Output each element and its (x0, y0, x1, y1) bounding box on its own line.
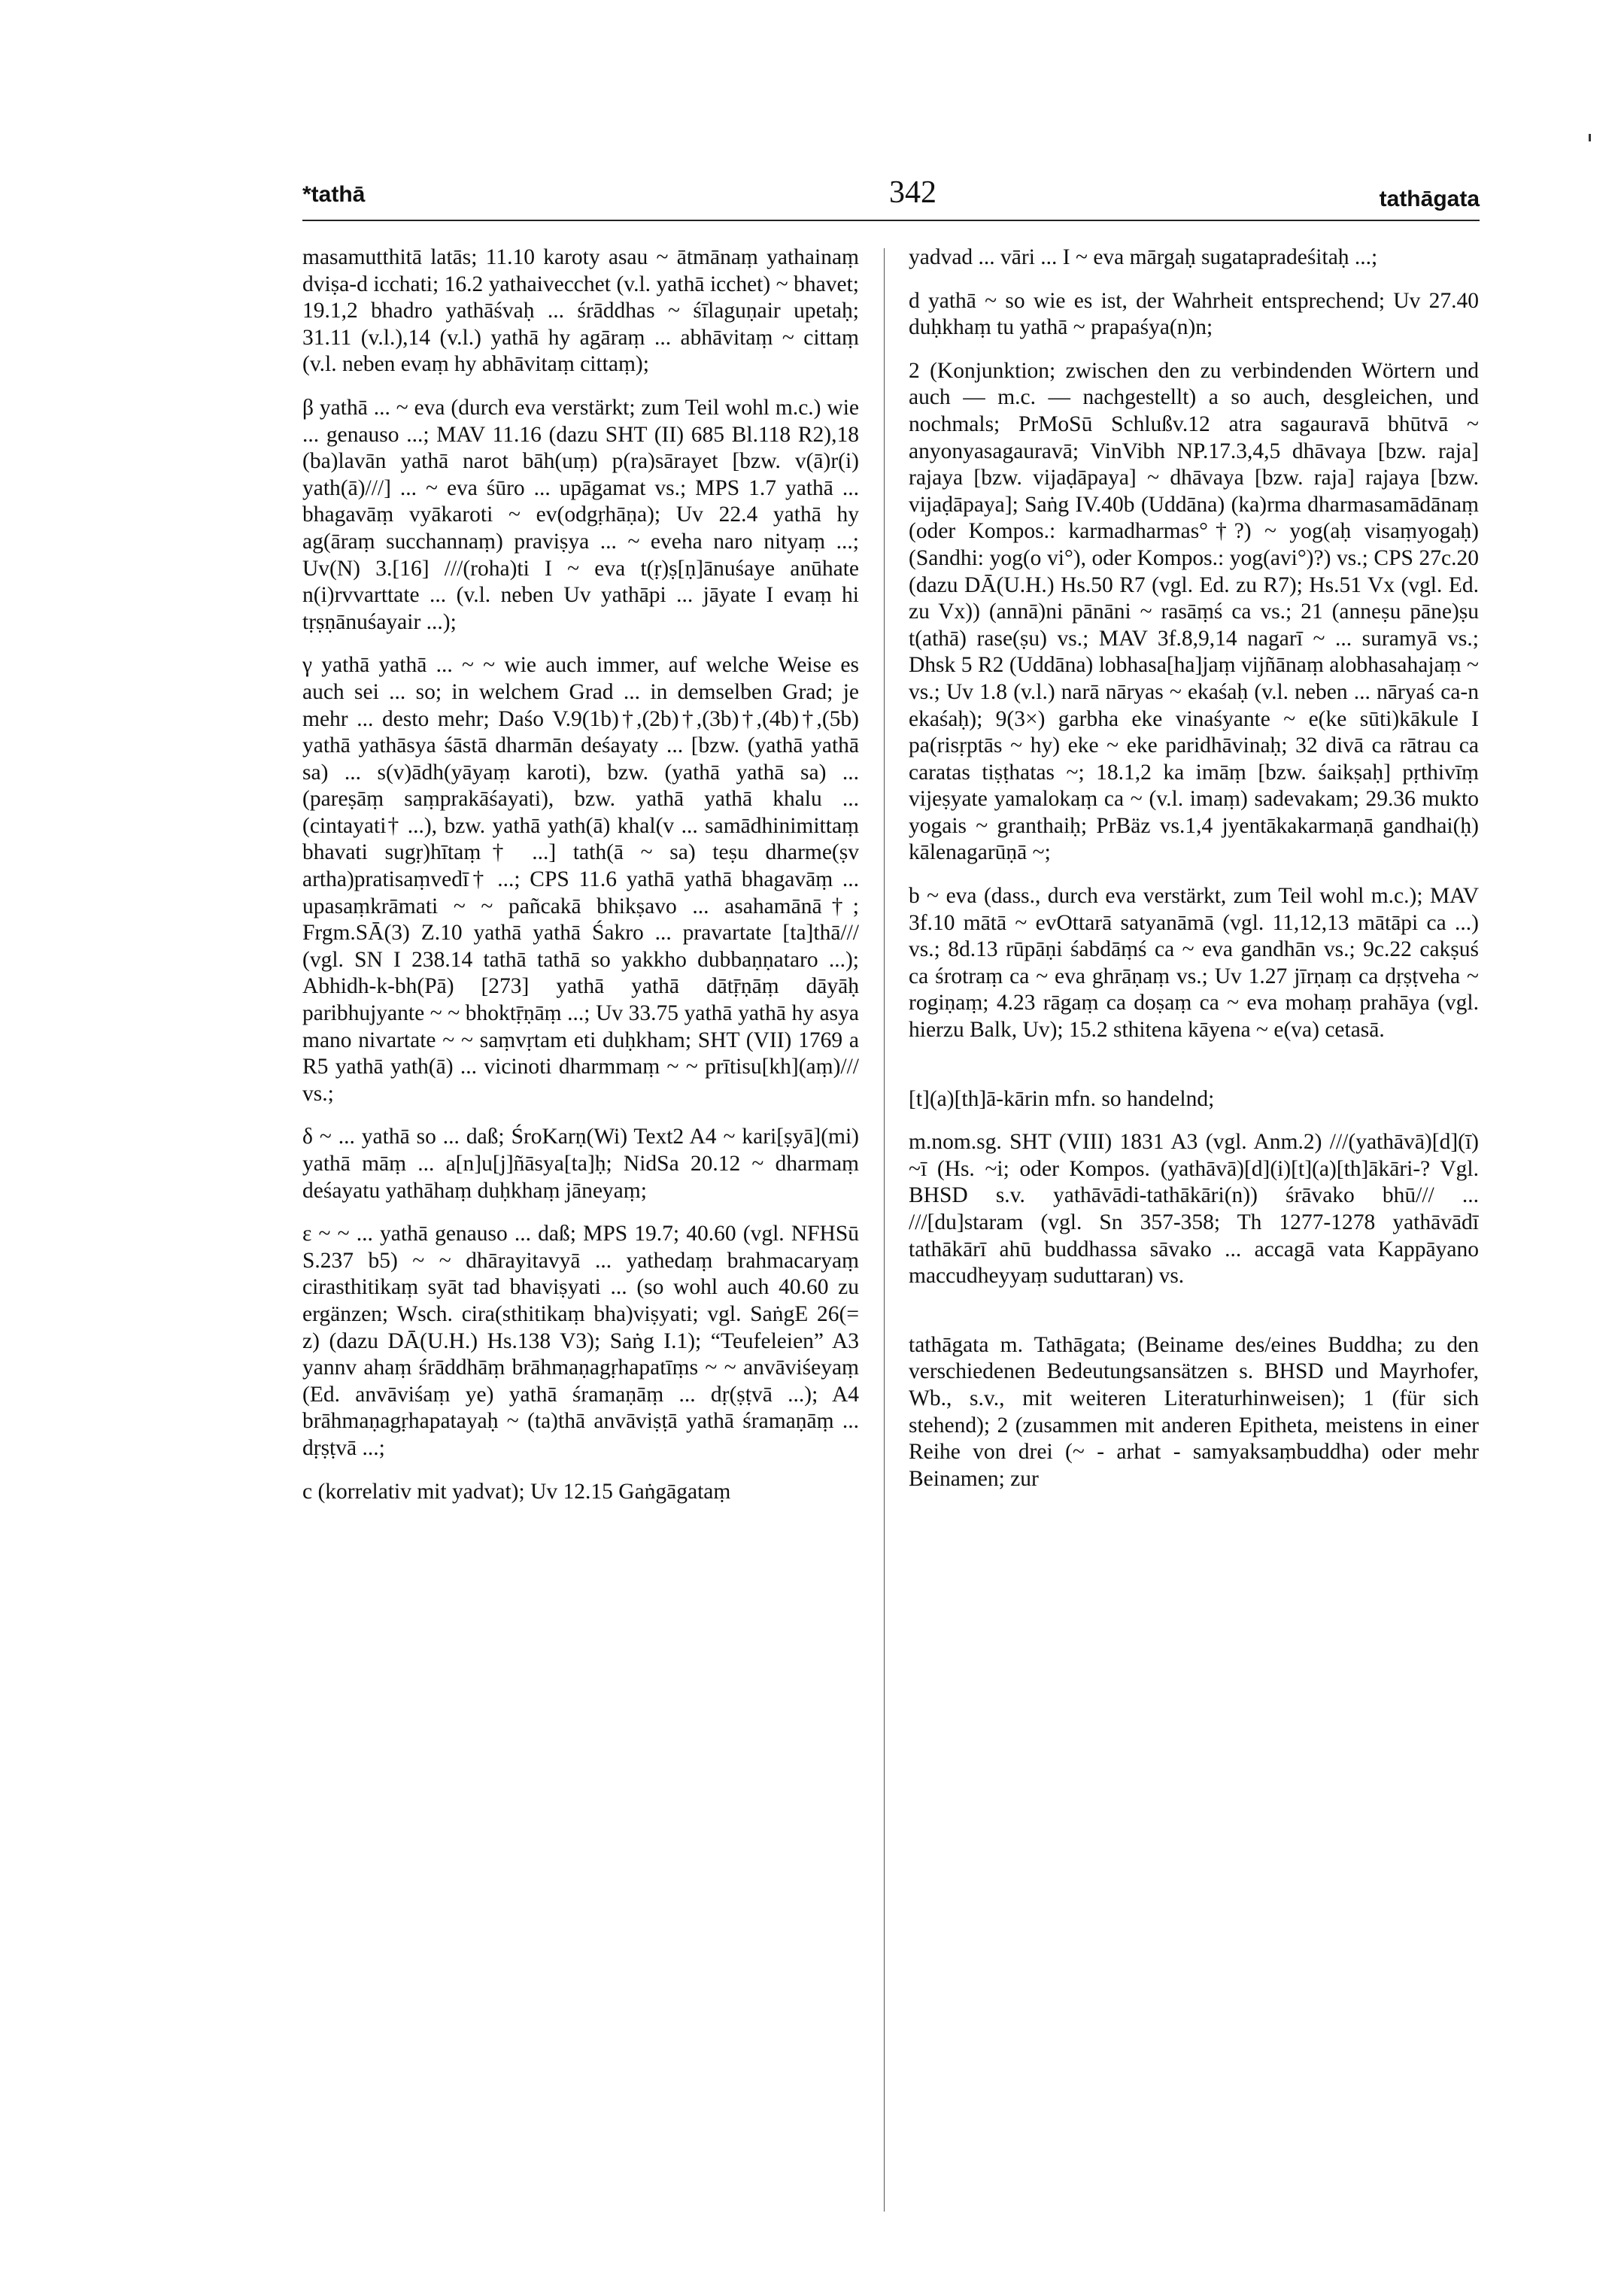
entry-paragraph: β yathā ... ~ eva (durch eva verstärkt; zum Teil wohl m.c.) wie ... genauso ...; MAV 11.16 (dazu SHT (II) 685 Bl.118 R2),18 (ba)lavān yathā narot bāh(uṃ) p(ra)sārayet [bzw. v(ā)r(i) yath(ā)///] ... ~ eva śūro ... upāgamat vs.; MPS 1.7 yathā ... bhagavāṃ vyākaroti ~ ev(odgṛhāṇa); Uv 22.4 yathā hy ag(āraṃ succhannaṃ) praviṣya ... ~ eveha naro nityaṃ ...; Uv(N) 3.[16] ///(roha)ti I ~ eva t(ṛ)ṣ[ṇ]ānuśaye anūhate n(i)rvvarttate ... (v.l. neben Uv yathāpi ... jāyate I evaṃ hi tṛṣṇānuśayair ...); (302, 395, 859, 634)
page-number: 342 (889, 175, 936, 210)
entry-paragraph: δ ~ ... yathā so ... daß; ŚroKarṇ(Wi) Text2 A4 ~ kari[ṣyā](mi) yathā māṃ ... a[n]u[j]ñāsya[ta]ḥ; NidSa 20.12 ~ dharmaṃ deśayatu yathāhaṃ duḥkhaṃ jāneyaṃ; (302, 1125, 859, 1203)
right-column (909, 244, 1479, 2215)
header-right-headword: tathāgata (1379, 187, 1480, 211)
entry-paragraph: d yathā ~ so wie es ist, der Wahrheit entsprechend; Uv 27.40 duḥkhaṃ tu yathā ~ prapaśya(n)n; (909, 288, 1479, 340)
running-header (302, 172, 1480, 217)
entry-paragraph: γ yathā yathā ... ~ ~ wie auch immer, auf welche Weise es auch sei ... so; in welchem Grad ... in demselben Grad; je mehr ... desto mehr; Daśo V.9(1b)†,(2b)†,(3b)†,(4b)†,(5b) yathā yathāsya śāstā dharmān deśayaty ... [bzw. (yathā yathā sa) ... s(v)ādh(yāyaṃ karoti), bzw. (yathā yathā sa) ... (pareṣāṃ saṃprakāśayati), bzw. yathā yathā khalu ... (cintayati† ...), bzw. yathā yath(ā) khal(v ... samādhinimittaṃ bhavati sugṛ)hītaṃ† ...] tath(ā ~ sa) teṣu dharme(ṣv artha)pratisaṃvedī† ...; CPS 11.6 yathā yathā bhagavāṃ ... upasaṃkrāmati ~ ~ pañcakā bhikṣavo ... asahamānā†; Frgm.SĀ(3) Z.10 yathā yathā Śakro ... pravartate [ta]thā/// (vgl. SN I 238.14 tathā tathā so yakkho dubbaṇṇataro ...); Abhidh-k-bh(Pā) [273] yathā yathā dātṝṇāṃ dāyāḥ paribhujyante ~ ~ bhoktṝṇāṃ ...; Uv 33.75 yathā yathā hy asya mano nivartate ~ ~ saṃvṛtam eti duḥkham; SHT (VII) 1769 a R5 yathā yath(ā) ... vicinoti dharmmaṃ ~ ~ prītisu[kh](aṃ)/// vs.; (302, 653, 859, 1106)
entry-paragraph: yadvad ... vāri ... I ~ eva mārgaḥ sugatapradeśitaḥ ...; (909, 245, 1378, 269)
entry-paragraph: m.nom.sg. SHT (VIII) 1831 A3 (vgl. Anm.2) ///(yathāvā)[d](ī) ~ī (Hs. ~i; oder Kompos. (yathāvā)[d](i)[t](a)[th]ākāri-? Vgl. BHSD s.v. yathāvādi-tathākāri(n)) śrāvako bhū/// ... ///[du]staram (vgl. Sn 357-358; Th 1277-1278 yathāvādī tathākārī ahū buddhassa sāvako ... accagā vata Kappāyano maccudheyyaṃ suduttaran) vs. (909, 1130, 1479, 1289)
entry-paragraph: 2 (Konjunktion; zwischen den zu verbindenden Wörtern und auch — m.c. — nachgestellt) a so auch, desgleichen, und nochmals; PrMoSū Schlußv.12 atra sagauravā bhūtvā ~ anyonyasagauravā; VinVibh NP.17.3,4,5 dhāvaya [bzw. raja] rajaya [bzw. vijaḍāpaya] ~ dhāvaya [bzw. raja] rajaya [bzw. vijaḍāpaya]; Saṅg IV.40b (Uddāna) (ka)rma dharmasamādānaṃ (oder Kompos.: karmadharmas°†?) ~ yog(aḥ visaṃyogaḥ) (Sandhi: yog(o vi°), oder Kompos.: yog(avi°)?) vs.; CPS 27c.20 (dazu DĀ(U.H.) Hs.50 R7 (vgl. Ed. zu R7); Hs.51 Vx (vgl. Ed. zu Vx)) (annā)ni pānāni ~ rasāṃś ca vs.; 21 (anneṣu pāne)ṣu t(athā) rase(ṣu) vs.; MAV 3f.8,9,14 nagarī ~ ... suramyā vs.; Dhsk 5 R2 (Uddāna) lobhasa[ha]jaṃ vijñānaṃ alobhasahajaṃ ~ vs.; Uv 1.8 (v.l.) narā nāryas ~ ekaśaḥ (v.l. neben ... nāryaś ca-n ekaśaḥ); 9(3×) garbha eke vinaśyante ~ e(ke sūti)kākule I pa(risṛptās ~ hy) eke ~ eke paridhāvinaḥ; 32 divā ca rātrau ca caratas tiṣṭhatas ~; 18.1,2 ka imāṃ [bzw. śaikṣaḥ] pṛthivīṃ vijeṣyate yamalokaṃ ca ~ (v.l. imaṃ) sadevakam; 29.36 mukto yogais ~ granthaiḥ; PrBäz vs.1,4 jyentākakarmaṇā gandhai(ḥ) kālenagarūṇā ~; (909, 358, 1479, 865)
headword-entry: tathāgata m. Tathāgata; (Beiname des/eines Buddha; zu den verschiedenen Bedeutungsansätzen s. BHSD und Mayrhofer, Wb., s.v., mit weiteren Literaturhinweisen); 1 (für sich stehend); 2 (zusammen mit anderen Epitheta, meistens in einer Reihe von drei (~ - arhat - samyaksaṃbuddha) oder mehr Beinamen; zur (909, 1332, 1479, 1491)
header-left-headword: *tathā (302, 182, 366, 207)
entry-paragraph: masamutthitā latās; 11.10 karoty asau ~ ātmānaṃ yathainaṃ dviṣa-d icchati; 16.2 yathaivecchet (v.l. yathā icchet) ~ bhavet; 19.1,2 bhadro yathāśvaḥ ... śrāddhas ~ śīlaguṇair upetaḥ; 31.11 (v.l.),14 (v.l.) yathā hy agāraṃ ... abhāvitaṃ ~ cittaṃ (v.l. neben evaṃ hy abhāvitaṃ cittaṃ); (302, 245, 859, 377)
scan-mark (1589, 134, 1595, 141)
left-column (302, 244, 859, 2215)
entry-paragraph: b ~ eva (dass., durch eva verstärkt, zum Teil wohl m.c.); MAV 3f.10 mātā ~ evOttarā satyanāmā (vgl. 11,12,13 mātāpi ca ...) vs.; 8d.13 rūpāṇi śabdāṃś ca ~ eva gandhān vs.; 9c.22 cakṣuś ca śrotraṃ ca ~ eva ghrāṇaṃ vs.; Uv 1.27 jīrṇaṃ ca dṛṣṭveha ~ rogiṇaṃ; 4.23 rāgaṃ ca doṣaṃ ca ~ eva mohaṃ prahāya (vgl. hierzu Balk, Uv); 15.2 sthitena kāyena ~ e(va) cetasā. (909, 884, 1479, 1043)
column-divider (884, 248, 885, 2212)
header-rule (302, 220, 1480, 221)
headword-entry: [t](a)[th]ā-kārin mfn. so handelnd; (909, 1086, 1215, 1111)
entry-paragraph: c (korrelativ mit yadvat); Uv 12.15 Gaṅgāgataṃ (302, 1479, 731, 1504)
entry-paragraph: ε ~ ~ ... yathā genauso ... daß; MPS 19.7; 40.60 (vgl. NFHSū S.237 b5) ~ ~ dhārayitavyā ... yathedaṃ brahmacaryaṃ cirasthitikaṃ syāt tad bhaviṣyati ... (so wohl auch 40.60 zu ergänzen; Wsch. cira(sthitikaṃ bha)viṣyati; vgl. SaṅgE 26(= z) (dazu DĀ(U.H.) Hs.138 V3); Saṅg I.1); “Teufeleien” A3 yannv ahaṃ śrāddhāṃ brāhmaṇagṛhapatīṃs ~ ~ anvāviśeyaṃ (Ed. anvāviśaṃ ye) yathā śramaṇāṃ ... dṛ(ṣṭvā ...); A4 brāhmaṇagṛhapatayaḥ ~ (ta)thā anvāviṣṭā yathā śramaṇāṃ ... dṛṣṭvā ...; (302, 1222, 859, 1460)
